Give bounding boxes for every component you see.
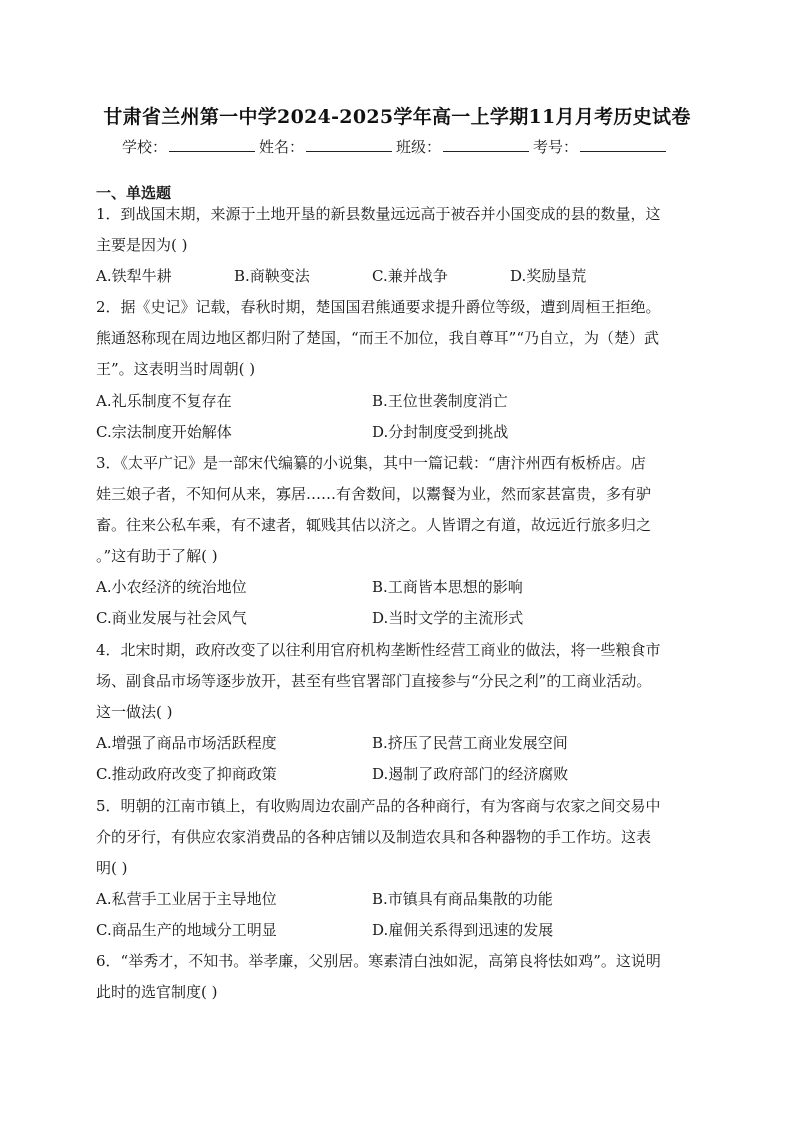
question-line: 这一做法( ) (96, 703, 173, 721)
question-line: 4．北宋时期，政府改变了以往利用官府机构垄断性经营工商业的做法，将一些粮食市 (96, 641, 661, 659)
question-line: 5．明朝的江南市镇上，有收购周边农副产品的各种商行，有为客商与农家之间交易中 (96, 797, 661, 815)
option-b[interactable]: B.市镇具有商品集散的功能 (372, 890, 553, 908)
question-2 (96, 292, 702, 385)
question-line: 此时的选官制度( ) (96, 983, 218, 1001)
question-line: 介的牙行，有供应农家消费品的各种店铺以及制造农具和各种器物的手工作坊。这表 (96, 828, 652, 846)
option-c[interactable]: C.商品生产的地域分工明显 (96, 921, 277, 939)
class-blank[interactable] (443, 137, 529, 152)
option-c[interactable]: C.兼并战争 (372, 267, 448, 285)
options-3b (96, 603, 702, 634)
options-4b (96, 759, 702, 790)
option-c[interactable]: C.宗法制度开始解体 (96, 423, 232, 441)
section-heading: 一、单选题 (96, 184, 172, 202)
options-1 (96, 261, 702, 292)
exam-no-blank[interactable] (580, 137, 666, 152)
option-d[interactable]: D.分封制度受到挑战 (372, 423, 509, 441)
question-line: 2．据《史记》记载，春秋时期，楚国国君熊通要求提升爵位等级，遭到周桓王拒绝。 (96, 298, 661, 316)
option-d[interactable]: D.奖励垦荒 (510, 267, 587, 285)
question-line: 。”这有助于了解( ) (96, 547, 218, 565)
options-2b (96, 417, 702, 448)
question-line: 场、副食品市场等逐步放开，甚至有些官署部门直接参与“分民之利”的工商业活动。 (96, 672, 652, 690)
question-6 (96, 946, 702, 1008)
class-label: 班级： (396, 138, 442, 156)
option-b[interactable]: B.工商皆本思想的影响 (372, 578, 523, 596)
options-5a (96, 884, 702, 915)
option-b[interactable]: B.王位世袭制度消亡 (372, 392, 508, 410)
option-a[interactable]: A.礼乐制度不复存在 (96, 392, 232, 410)
option-a[interactable]: A.私营手工业居于主导地位 (96, 890, 277, 908)
question-4 (96, 635, 702, 728)
question-line: 6．“举秀才，不知书。举孝廉，父别居。寒素清白浊如泥，高第良将怯如鸡”。这说明 (96, 952, 661, 970)
question-line: 王”。这表明当时周朝( ) (96, 360, 256, 378)
question-5 (96, 791, 702, 884)
options-3a (96, 572, 702, 603)
option-a[interactable]: A.增强了商品市场活跃程度 (96, 734, 277, 752)
school-label: 学校： (122, 138, 168, 156)
name-blank[interactable] (306, 137, 392, 152)
school-blank[interactable] (169, 137, 255, 152)
question-line: 3．《太平广记》是一部宋代编纂的小说集，其中一篇记载：“唐汴州西有板桥店。店 (96, 454, 646, 472)
question-line: 娃三娘子者，不知何从来，寡居……有舍数间，以鬻餐为业，然而家甚富贵，多有驴 (96, 485, 652, 503)
page-title: 甘肃省兰州第一中学2024-2025学年高一上学期11月月考历史试卷 (103, 106, 691, 128)
option-d[interactable]: D.当时文学的主流形式 (372, 609, 524, 627)
option-a[interactable]: A.铁犁牛耕 (96, 267, 172, 285)
options-2a (96, 386, 702, 417)
question-line: 熊通怒称现在周边地区都归附了楚国，“而王不加位，我自尊耳”“乃自立，为（楚）武 (96, 329, 660, 347)
option-a[interactable]: A.小农经济的统治地位 (96, 578, 247, 596)
option-c[interactable]: C.推动政府改变了抑商政策 (96, 765, 277, 783)
question-1 (96, 199, 702, 261)
option-b[interactable]: B.挤压了民营工商业发展空间 (372, 734, 568, 752)
question-line: 畜。往来公私车乘，有不逮者，辄贱其估以济之。人皆谓之有道，故远近行旅多归之 (96, 516, 652, 534)
name-label: 姓名： (259, 138, 305, 156)
option-c[interactable]: C.商业发展与社会风气 (96, 609, 247, 627)
question-line: 1．到战国末期，来源于土地开垦的新县数量远远高于被吞并小国变成的县的数量，这 (96, 205, 661, 223)
option-d[interactable]: D.雇佣关系得到迅速的发展 (372, 921, 554, 939)
question-line: 主要是因为( ) (96, 236, 188, 254)
option-b[interactable]: B.商鞅变法 (234, 267, 310, 285)
student-info-row (122, 136, 682, 157)
options-5b (96, 915, 702, 946)
question-3 (96, 448, 702, 572)
options-4a (96, 728, 702, 759)
exam-no-label: 考号： (533, 138, 579, 156)
option-d[interactable]: D.遏制了政府部门的经济腐败 (372, 765, 569, 783)
question-line: 明( ) (96, 859, 128, 877)
